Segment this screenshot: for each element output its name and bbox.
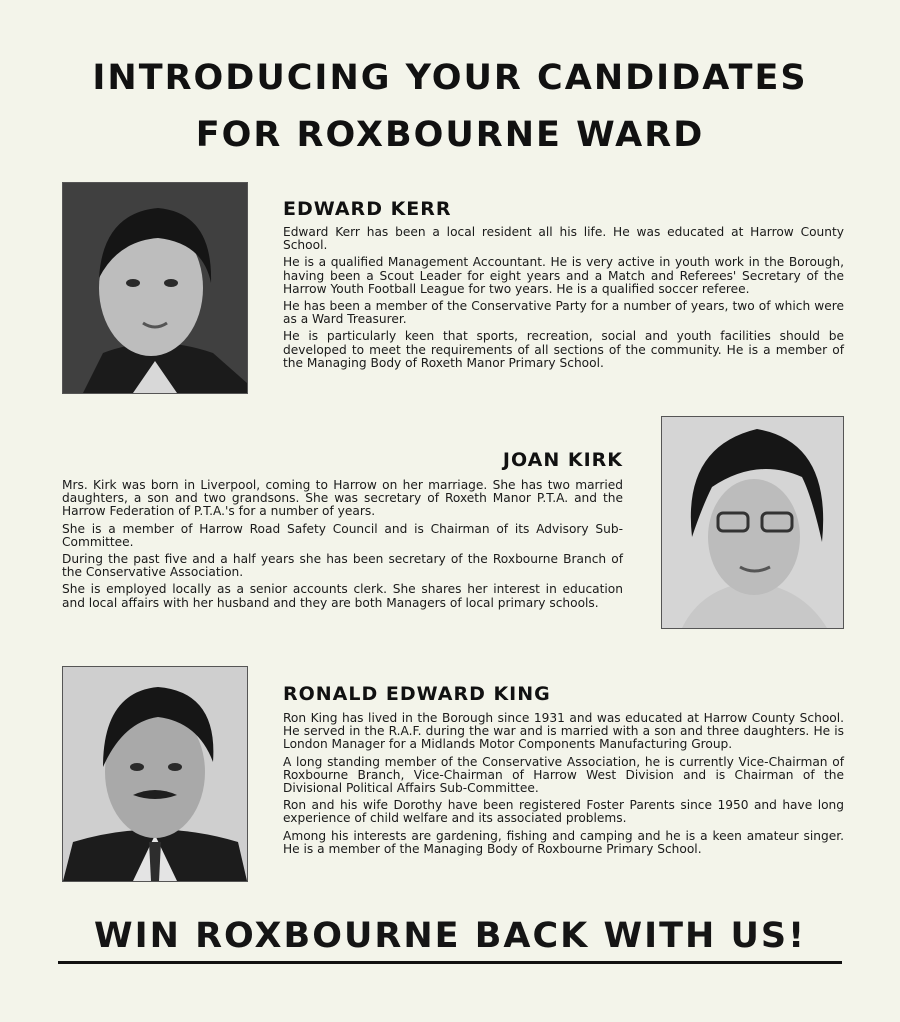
candidate-name: JOAN KIRK: [502, 449, 623, 471]
closing-slogan: WIN ROXBOURNE BACK WITH US!: [93, 916, 807, 956]
portrait-photo-icon: [63, 667, 247, 881]
portrait-photo-icon: [63, 183, 247, 393]
bio-paragraph: She is a member of Harrow Road Safety Council and is Chairman of its Advisory Sub-Committee.: [62, 521, 623, 549]
candidate-bio: [62, 479, 623, 614]
headline-line-1: INTRODUCING YOUR CANDIDATES: [92, 58, 808, 98]
candidate-bio: [283, 226, 844, 374]
candidate-bio: [283, 712, 844, 860]
edward-kerr-portrait: [62, 182, 248, 394]
joan-kirk-portrait: [661, 416, 844, 629]
bio-paragraph: She is employed locally as a senior accounts clerk. She shares her interest in education and local affairs with her husband and they are both Managers of local primary schools.: [62, 582, 623, 610]
slogan-underline: [58, 961, 842, 964]
bio-paragraph: A long standing member of the Conservative Association, he is currently Vice-Chairman of Roxbourne Branch, Vice-Chairman of Harrow West Division and is Chairman of the Divisional Political Affairs Sub-Committee.: [283, 754, 844, 796]
candidate-name: EDWARD KERR: [283, 198, 452, 220]
bio-paragraph: He is a qualified Management Accountant. He is very active in youth work in the Borough, having been a Scout Leader for eight years and a Match and Referees' Secretary of the Harrow Youth Football League for two years. He is a qualified soccer referee.: [283, 255, 844, 296]
bio-paragraph: He has been a member of the Conservative Party for a number of years, two of which were as a Ward Treasurer.: [283, 299, 844, 327]
headline-line-2: FOR ROXBOURNE WARD: [195, 115, 705, 155]
bio-paragraph: He is particularly keen that sports, recreation, social and youth facilities should be developed to meet the requirements of all sections of the community. He is a member of the Managing Body of Roxeth Manor Primary School.: [283, 329, 844, 370]
bio-paragraph: During the past five and a half years she has been secretary of the Roxbourne Branch of the Conservative Association.: [62, 552, 623, 580]
bio-paragraph: Among his interests are gardening, fishing and camping and he is a keen amateur singer. He is a member of the Managing Body of Roxbourne Primary School.: [283, 828, 844, 856]
bio-paragraph: Mrs. Kirk was born in Liverpool, coming to Harrow on her marriage. She has two married daughters, a son and two grandsons. She was secretary of Roxeth Manor P.T.A. and the Harrow Federation of P.T.A.'s for a number of years.: [62, 478, 623, 519]
bio-paragraph: Edward Kerr has been a local resident all his life. He was educated at Harrow County School.: [283, 225, 844, 253]
bio-paragraph: Ron King has lived in the Borough since 1931 and was educated at Harrow County School. He served in the R.A.F. during the war and is married with a son and three daughters. He is London Manager for a Midlands Motor Components Manufacturing Group.: [283, 711, 844, 752]
ronald-king-portrait: [62, 666, 248, 882]
portrait-photo-icon: [662, 417, 843, 628]
bio-paragraph: Ron and his wife Dorothy have been registered Foster Parents since 1950 and have long experience of child welfare and its associated problems.: [283, 798, 844, 826]
candidate-name: RONALD EDWARD KING: [283, 683, 551, 705]
